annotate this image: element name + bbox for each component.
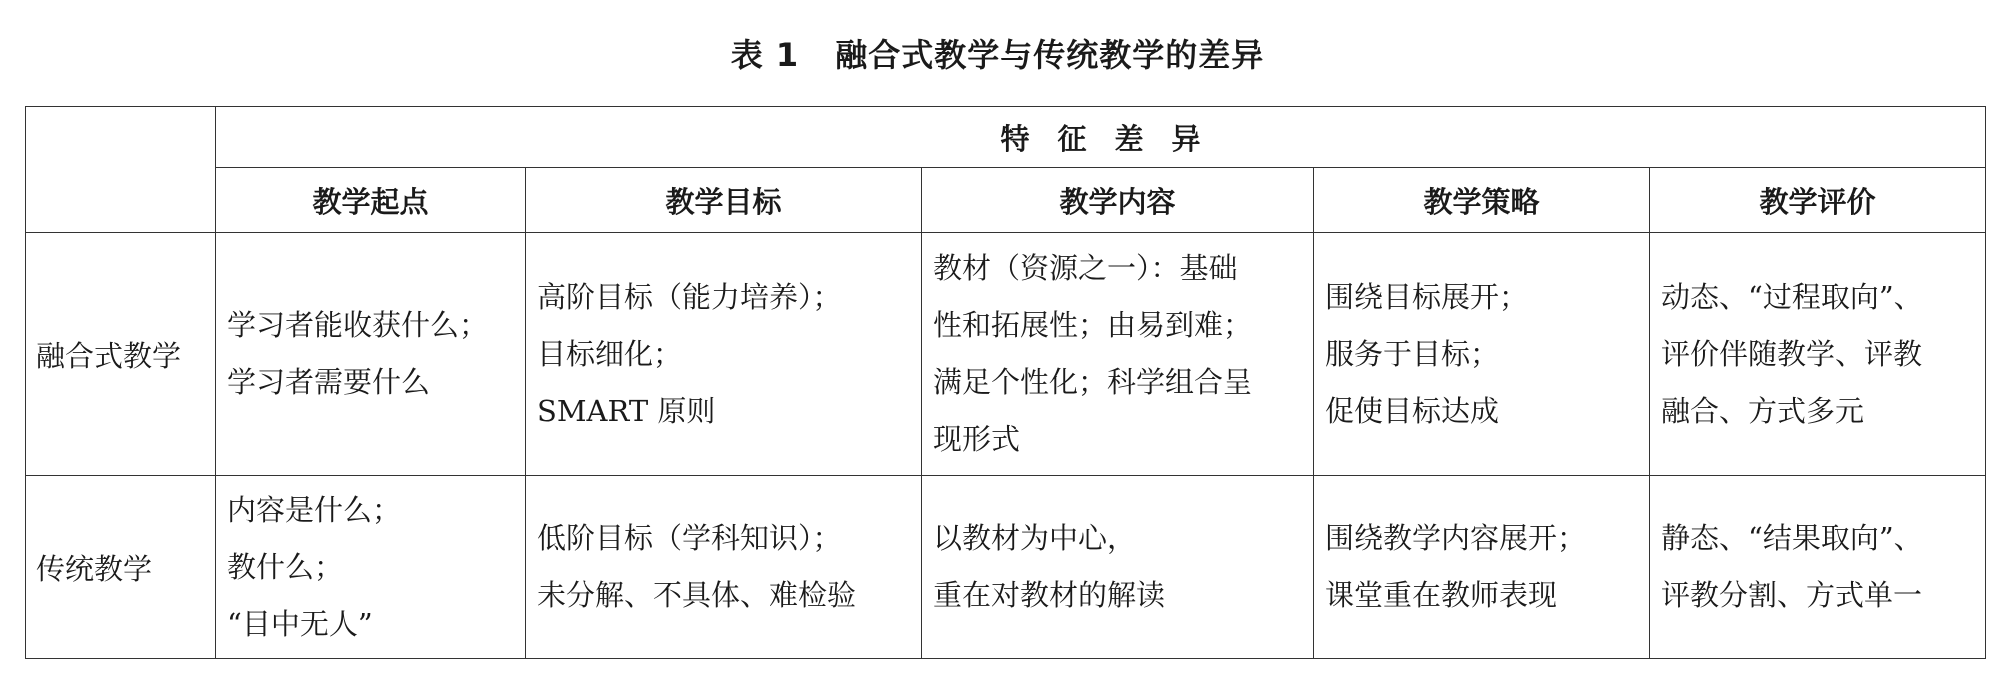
cell-line: 围绕目标展开； xyxy=(1325,279,1529,314)
cell-blended-starting-point xyxy=(216,233,526,476)
cell-blended-strategy xyxy=(1314,233,1650,476)
cell-line: 未分解、不具体、难检验 xyxy=(537,578,857,612)
cell-line: 教材（资源之一）：基础 xyxy=(933,251,1238,285)
cell-line: 围绕教学内容展开； xyxy=(1325,521,1587,555)
cell-line: 高阶目标（能力培养）； xyxy=(537,279,842,314)
row-label-blended: 融合式教学 xyxy=(26,233,216,476)
cell-line: 服务于目标； xyxy=(1325,336,1500,371)
table-title: 融合式教学与传统教学的差异 xyxy=(835,36,1265,74)
cell-line: 内容是什么； xyxy=(227,492,402,527)
cell-line: 评教分割、方式单一 xyxy=(1661,578,1923,612)
cell-traditional-strategy xyxy=(1314,476,1650,659)
cell-line: 性和拓展性；由易到难； xyxy=(933,308,1253,342)
column-header-evaluation: 教学评价 xyxy=(1650,168,1986,233)
cell-line: 教什么； xyxy=(227,549,344,584)
cell-line: SMART 原则 xyxy=(537,393,716,428)
cell-traditional-starting-point xyxy=(216,476,526,659)
cell-blended-evaluation xyxy=(1650,233,1986,476)
cell-line: 评价伴随教学、评教 xyxy=(1661,336,1923,371)
column-header-strategy: 教学策略 xyxy=(1314,168,1650,233)
cell-line: 以教材为中心， xyxy=(933,521,1137,555)
cell-line: 融合、方式多元 xyxy=(1661,393,1865,428)
cell-line: 促使目标达成 xyxy=(1325,393,1500,428)
cell-traditional-evaluation xyxy=(1650,476,1986,659)
cell-line: 静态、“结果取向”、 xyxy=(1661,521,1923,555)
table-row-blended xyxy=(26,233,1986,476)
table-row-traditional xyxy=(26,476,1986,659)
column-header-objectives: 教学目标 xyxy=(526,168,922,233)
cell-traditional-objectives xyxy=(526,476,922,659)
cell-blended-objectives xyxy=(526,233,922,476)
cell-traditional-content xyxy=(922,476,1314,659)
column-header-starting-point: 教学起点 xyxy=(216,168,526,233)
group-header-features: 特征差异 xyxy=(216,107,1986,168)
cell-blended-content xyxy=(922,233,1314,476)
cell-line: 低阶目标（学科知识）； xyxy=(537,521,842,555)
cell-line: 重在对教材的解读 xyxy=(933,578,1166,612)
comparison-table xyxy=(25,106,1986,659)
cell-line: 满足个性化；科学组合呈 xyxy=(933,365,1253,399)
cell-line: 学习者需要什么 xyxy=(227,365,431,399)
corner-cell xyxy=(26,107,216,233)
group-header-row xyxy=(26,107,1986,168)
table-caption xyxy=(0,30,1995,76)
row-label-traditional: 传统教学 xyxy=(26,476,216,659)
cell-line: 学习者能收获什么； xyxy=(227,308,489,342)
cell-line: “目中无人” xyxy=(227,606,373,641)
cell-line: 课堂重在教师表现 xyxy=(1325,578,1558,612)
cell-line: 动态、“过程取向”、 xyxy=(1661,279,1923,314)
column-header-content: 教学内容 xyxy=(922,168,1314,233)
cell-line: 现形式 xyxy=(933,422,1021,456)
cell-line: 目标细化； xyxy=(537,336,683,371)
table-number: 表 1 xyxy=(730,36,800,74)
column-header-row xyxy=(26,168,1986,233)
